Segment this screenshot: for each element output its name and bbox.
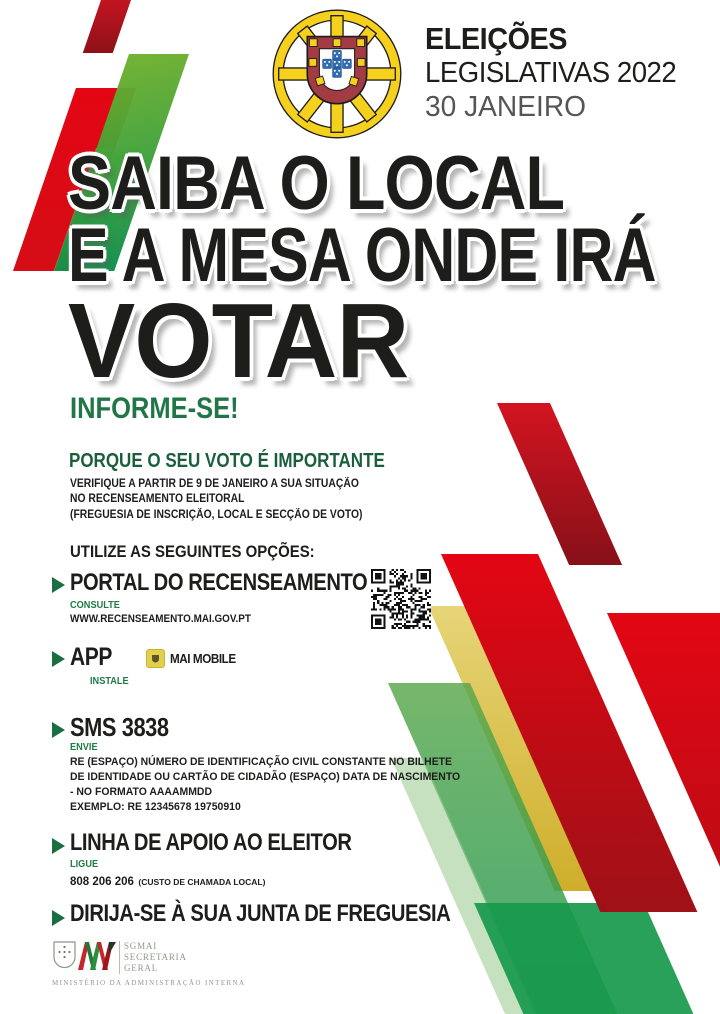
option-sms-action: ENVIE — [70, 742, 98, 753]
stripe-top-red-small — [83, 0, 131, 53]
portugal-coat-of-arms-icon — [268, 8, 406, 140]
stripe-mid-darkred — [497, 403, 622, 565]
importance-line: NO RECENSEAMENTO ELEITORAL — [70, 493, 245, 506]
option-app-suffix: MAI MOBILE — [170, 651, 236, 666]
header-line1: ELEIÇÕES — [425, 21, 568, 56]
importance-line: (FREGUESIA DE INSCRIÇÃO, LOCAL E SECÇÃO DE VOTO) — [70, 508, 363, 521]
option-phone-action: LIGUE — [70, 859, 99, 870]
title-line2: E A MESA ONDE IRÁ — [68, 213, 656, 298]
triangle-bullet-icon — [52, 838, 65, 854]
sms-line: DE IDENTIDADE OU CARTÃO DE CIDADÃO (ESPAÇO) DATA DE NASCIMENTO — [70, 771, 461, 783]
option-app-title: APP — [70, 643, 112, 671]
options-heading: UTILIZE AS SEGUINTES OPÇÕES: — [70, 542, 315, 561]
sms-line: EXEMPLO: RE 12345678 19750910 — [70, 801, 241, 813]
phone-number: 808 206 206 — [70, 876, 134, 888]
option-app-action: INSTALE — [90, 676, 129, 687]
election-header — [425, 22, 689, 124]
footer-org — [124, 941, 187, 974]
option-sms-lines — [70, 755, 481, 815]
option-phone-title: LINHA DE APOIO AO ELEITOR — [70, 829, 352, 856]
sms-line: - NO FORMATO AAAAMMDD — [70, 786, 213, 798]
triangle-bullet-icon — [52, 722, 65, 738]
mai-mobile-app-icon — [146, 649, 165, 668]
importance-lines — [70, 477, 395, 523]
triangle-bullet-icon — [52, 651, 65, 667]
option-portal-action: CONSULTE — [70, 600, 120, 611]
qr-code — [371, 569, 431, 629]
footer-org-line: SGMAI — [124, 941, 158, 951]
header-line3: 30 JANEIRO — [425, 91, 587, 123]
triangle-bullet-icon — [52, 910, 65, 926]
sms-line: RE (ESPAÇO) NÚMERO DE IDENTIFICAÇÃO CIVIL CONSTANTE NO BILHETE — [70, 756, 453, 768]
option-junta-title: DIRIJA-SE À SUA JUNTA DE FREGUESIA — [70, 900, 451, 927]
title-line1: SAIBA O LOCAL — [68, 141, 565, 226]
option-portal-title: PORTAL DO RECENSEAMENTO — [70, 569, 368, 596]
footer-org-line: SECRETARIA — [124, 952, 187, 962]
option-sms-title: SMS 3838 — [70, 712, 169, 742]
footer-ministry: MINISTÉRIO DA ADMINISTRAÇÃO INTERNA — [52, 979, 246, 987]
title-tagline: INFORME-SE! — [70, 392, 239, 425]
triangle-bullet-icon — [52, 577, 65, 593]
option-phone-number-row — [70, 872, 265, 890]
header-line2: LEGISLATIVAS 2022 — [425, 57, 677, 89]
footer-divider — [119, 941, 120, 974]
sgmai-logo-icon — [52, 939, 118, 975]
phone-note: (CUSTO DE CHAMADA LOCAL) — [138, 877, 266, 887]
importance-heading: PORQUE O SEU VOTO É IMPORTANTE — [69, 450, 385, 472]
title-line3: VOTAR — [68, 282, 409, 400]
footer-org-line: GERAL — [124, 963, 158, 973]
main-title — [68, 141, 720, 400]
importance-line: VERIFIQUE A PARTIR DE 9 DE JANEIRO A SUA SITUAÇÃO — [70, 478, 359, 490]
option-portal-url: WWW.RECENSEAMENTO.MAI.GOV.PT — [70, 613, 251, 625]
